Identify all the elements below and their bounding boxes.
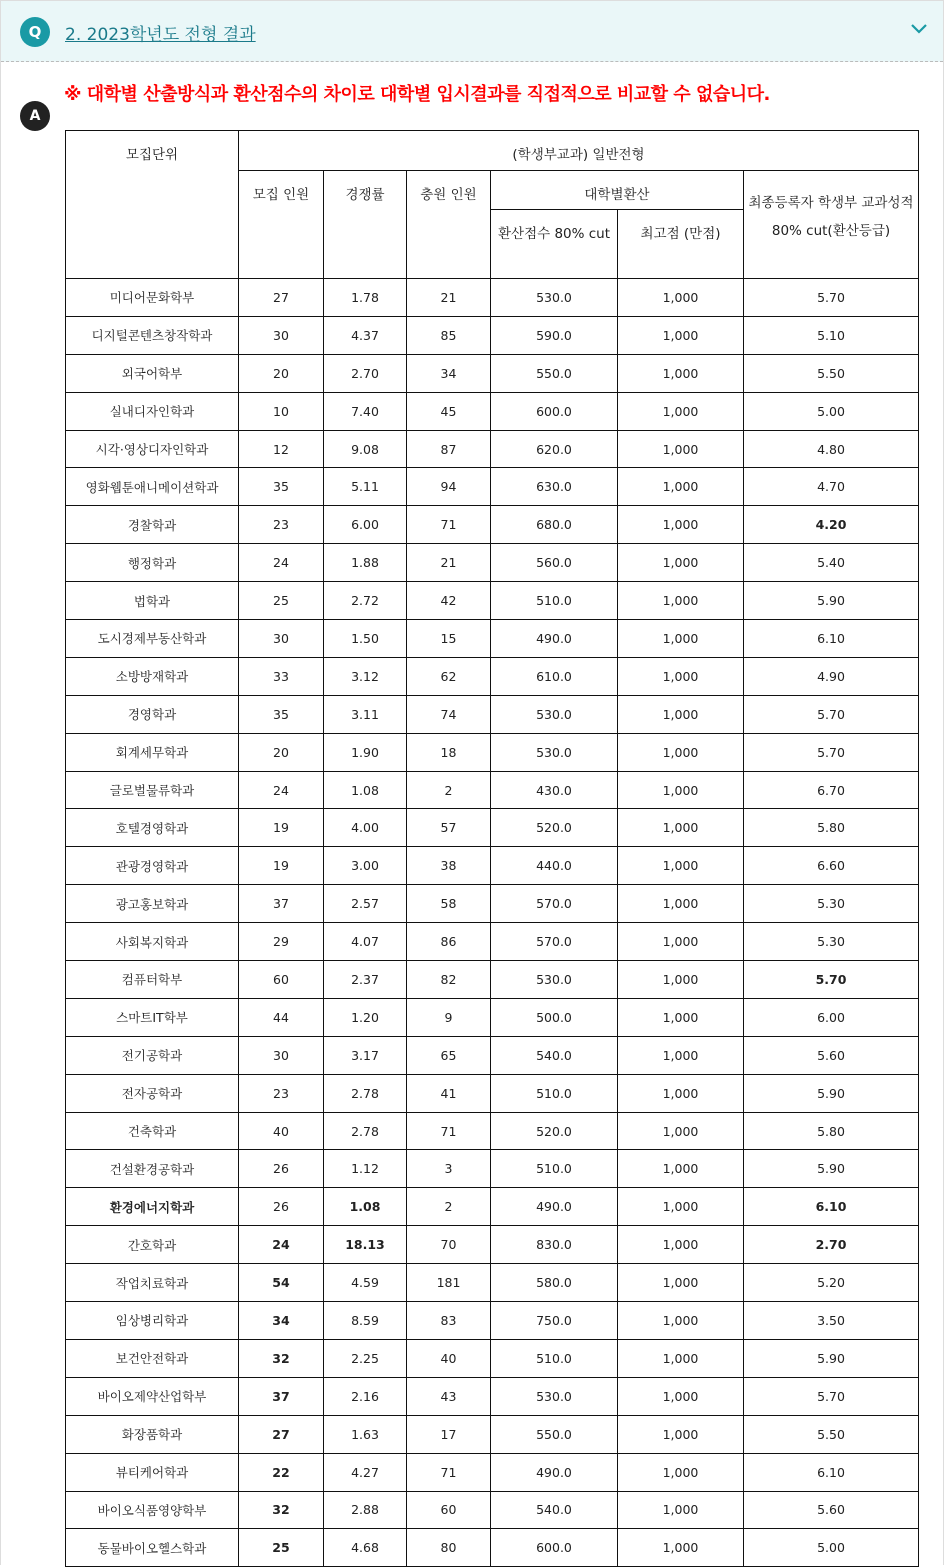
- cell-final: 6.00: [744, 998, 919, 1036]
- cell-final: 5.70: [744, 961, 919, 999]
- cell-max: 1,000: [618, 279, 744, 317]
- cell-max: 1,000: [618, 1264, 744, 1302]
- cell-rate: 4.68: [324, 1529, 407, 1567]
- cell-unit: 바이오식품영양학부: [66, 1491, 239, 1529]
- cell-final: 4.70: [744, 468, 919, 506]
- cell-max: 1,000: [618, 1491, 744, 1529]
- cell-final: 3.50: [744, 1302, 919, 1340]
- cell-recruit: 35: [239, 468, 324, 506]
- header-final: 최종등록자 학생부 교과성적 80% cut(환산등급): [744, 171, 919, 279]
- cell-extra: 34: [407, 354, 491, 392]
- cell-rate: 2.88: [324, 1491, 407, 1529]
- cell-final: 4.90: [744, 657, 919, 695]
- cell-rate: 2.78: [324, 1112, 407, 1150]
- cell-max: 1,000: [618, 961, 744, 999]
- cell-recruit: 33: [239, 657, 324, 695]
- cell-score: 430.0: [491, 771, 618, 809]
- cell-score: 510.0: [491, 1339, 618, 1377]
- header-recruit: 모집 인원: [239, 171, 324, 279]
- cell-unit: 건축학과: [66, 1112, 239, 1150]
- cell-unit: 뷰티케어학과: [66, 1453, 239, 1491]
- cell-recruit: 34: [239, 1302, 324, 1340]
- cell-max: 1,000: [618, 392, 744, 430]
- cell-max: 1,000: [618, 468, 744, 506]
- cell-final: 5.00: [744, 392, 919, 430]
- cell-extra: 80: [407, 1529, 491, 1567]
- cell-max: 1,000: [618, 1339, 744, 1377]
- cell-extra: 71: [407, 1453, 491, 1491]
- cell-rate: 2.16: [324, 1377, 407, 1415]
- cell-unit: 경찰학과: [66, 506, 239, 544]
- cell-unit: 환경에너지학과: [66, 1188, 239, 1226]
- cell-unit: 컴퓨터학부: [66, 961, 239, 999]
- header-score: 환산점수 80% cut: [491, 210, 618, 279]
- cell-recruit: 40: [239, 1112, 324, 1150]
- cell-extra: 74: [407, 695, 491, 733]
- cell-unit: 동물바이오헬스학과: [66, 1529, 239, 1567]
- table-row: [66, 695, 919, 733]
- cell-max: 1,000: [618, 771, 744, 809]
- cell-score: 540.0: [491, 1491, 618, 1529]
- cell-recruit: 24: [239, 544, 324, 582]
- cell-unit: 사회복지학과: [66, 923, 239, 961]
- cell-final: 2.70: [744, 1226, 919, 1264]
- header-group: (학생부교과) 일반전형: [239, 131, 919, 171]
- table-row: [66, 279, 919, 317]
- cell-recruit: 19: [239, 809, 324, 847]
- cell-extra: 70: [407, 1226, 491, 1264]
- cell-score: 580.0: [491, 1264, 618, 1302]
- cell-unit: 소방방재학과: [66, 657, 239, 695]
- cell-rate: 2.72: [324, 582, 407, 620]
- cell-score: 630.0: [491, 468, 618, 506]
- cell-max: 1,000: [618, 847, 744, 885]
- table-row: [66, 1074, 919, 1112]
- cell-extra: 71: [407, 1112, 491, 1150]
- cell-final: 5.50: [744, 1415, 919, 1453]
- cell-final: 5.30: [744, 923, 919, 961]
- cell-unit: 외국어학부: [66, 354, 239, 392]
- cell-recruit: 27: [239, 279, 324, 317]
- header-extra: 충원 인원: [407, 171, 491, 279]
- cell-extra: 3: [407, 1150, 491, 1188]
- cell-rate: 2.57: [324, 885, 407, 923]
- cell-max: 1,000: [618, 695, 744, 733]
- cell-max: 1,000: [618, 1529, 744, 1567]
- cell-final: 6.60: [744, 847, 919, 885]
- cell-score: 620.0: [491, 430, 618, 468]
- cell-recruit: 44: [239, 998, 324, 1036]
- cell-recruit: 12: [239, 430, 324, 468]
- cell-extra: 21: [407, 544, 491, 582]
- cell-score: 550.0: [491, 354, 618, 392]
- cell-recruit: 32: [239, 1491, 324, 1529]
- cell-recruit: 26: [239, 1188, 324, 1226]
- cell-rate: 4.37: [324, 316, 407, 354]
- cell-final: 5.30: [744, 885, 919, 923]
- cell-final: 5.60: [744, 1036, 919, 1074]
- question-badge: Q: [20, 17, 50, 47]
- cell-unit: 전기공학과: [66, 1036, 239, 1074]
- cell-final: 5.80: [744, 1112, 919, 1150]
- cell-final: 5.00: [744, 1529, 919, 1567]
- cell-score: 530.0: [491, 279, 618, 317]
- cell-max: 1,000: [618, 809, 744, 847]
- cell-max: 1,000: [618, 1074, 744, 1112]
- answer-badge: A: [20, 101, 50, 131]
- table-row: [66, 620, 919, 658]
- cell-final: 5.70: [744, 1377, 919, 1415]
- cell-extra: 94: [407, 468, 491, 506]
- cell-score: 510.0: [491, 582, 618, 620]
- cell-score: 490.0: [491, 1188, 618, 1226]
- cell-recruit: 37: [239, 1377, 324, 1415]
- cell-recruit: 30: [239, 1036, 324, 1074]
- cell-unit: 간호학과: [66, 1226, 239, 1264]
- table-row: [66, 923, 919, 961]
- cell-final: 6.70: [744, 771, 919, 809]
- cell-extra: 87: [407, 430, 491, 468]
- cell-final: 5.10: [744, 316, 919, 354]
- header-unit: 모집단위: [66, 131, 239, 279]
- cell-unit: 경영학과: [66, 695, 239, 733]
- cell-rate: 1.90: [324, 733, 407, 771]
- cell-recruit: 24: [239, 771, 324, 809]
- cell-score: 530.0: [491, 961, 618, 999]
- cell-extra: 43: [407, 1377, 491, 1415]
- cell-final: 6.10: [744, 620, 919, 658]
- cell-score: 600.0: [491, 392, 618, 430]
- cell-rate: 6.00: [324, 506, 407, 544]
- cell-final: 5.50: [744, 354, 919, 392]
- table-row: [66, 1453, 919, 1491]
- cell-rate: 4.27: [324, 1453, 407, 1491]
- cell-extra: 21: [407, 279, 491, 317]
- cell-rate: 1.50: [324, 620, 407, 658]
- cell-unit: 호텔경영학과: [66, 809, 239, 847]
- cell-max: 1,000: [618, 1453, 744, 1491]
- cell-unit: 보건안전학과: [66, 1339, 239, 1377]
- cell-score: 680.0: [491, 506, 618, 544]
- cell-max: 1,000: [618, 733, 744, 771]
- cell-recruit: 22: [239, 1453, 324, 1491]
- cell-max: 1,000: [618, 1150, 744, 1188]
- cell-max: 1,000: [618, 1188, 744, 1226]
- cell-unit: 작업치료학과: [66, 1264, 239, 1302]
- cell-recruit: 25: [239, 1529, 324, 1567]
- cell-score: 490.0: [491, 1453, 618, 1491]
- cell-rate: 2.37: [324, 961, 407, 999]
- cell-extra: 62: [407, 657, 491, 695]
- cell-final: 5.80: [744, 809, 919, 847]
- cell-unit: 영화웹툰애니메이션학과: [66, 468, 239, 506]
- cell-recruit: 23: [239, 1074, 324, 1112]
- cell-rate: 4.59: [324, 1264, 407, 1302]
- cell-score: 830.0: [491, 1226, 618, 1264]
- cell-extra: 71: [407, 506, 491, 544]
- cell-final: 5.90: [744, 582, 919, 620]
- table-row: [66, 1529, 919, 1567]
- cell-recruit: 23: [239, 506, 324, 544]
- cell-unit: 바이오제약산업학부: [66, 1377, 239, 1415]
- cell-final: 5.70: [744, 279, 919, 317]
- cell-final: 5.70: [744, 695, 919, 733]
- cell-score: 510.0: [491, 1150, 618, 1188]
- cell-extra: 181: [407, 1264, 491, 1302]
- cell-score: 560.0: [491, 544, 618, 582]
- cell-unit: 법학과: [66, 582, 239, 620]
- cell-rate: 2.70: [324, 354, 407, 392]
- cell-final: 5.90: [744, 1150, 919, 1188]
- table-row: [66, 1226, 919, 1264]
- cell-extra: 86: [407, 923, 491, 961]
- cell-recruit: 26: [239, 1150, 324, 1188]
- cell-extra: 17: [407, 1415, 491, 1453]
- cell-max: 1,000: [618, 620, 744, 658]
- admission-results-table: [65, 130, 919, 1567]
- header-rate: 경쟁률: [324, 171, 407, 279]
- table-row: [66, 1264, 919, 1302]
- cell-unit: 미디어문화학부: [66, 279, 239, 317]
- cell-recruit: 25: [239, 582, 324, 620]
- cell-rate: 1.20: [324, 998, 407, 1036]
- cell-rate: 3.00: [324, 847, 407, 885]
- cell-rate: 7.40: [324, 392, 407, 430]
- cell-max: 1,000: [618, 1226, 744, 1264]
- cell-extra: 82: [407, 961, 491, 999]
- cell-extra: 38: [407, 847, 491, 885]
- cell-extra: 83: [407, 1302, 491, 1340]
- cell-max: 1,000: [618, 1377, 744, 1415]
- cell-extra: 85: [407, 316, 491, 354]
- notice-text: ※ 대학별 산출방식과 환산점수의 차이로 대학별 입시결과를 직접적으로 비교할 수 없습니다.: [64, 84, 770, 105]
- cell-max: 1,000: [618, 998, 744, 1036]
- cell-final: 5.90: [744, 1074, 919, 1112]
- cell-final: 5.60: [744, 1491, 919, 1529]
- cell-rate: 4.00: [324, 809, 407, 847]
- table-row: [66, 1036, 919, 1074]
- cell-extra: 9: [407, 998, 491, 1036]
- cell-rate: 3.11: [324, 695, 407, 733]
- cell-score: 530.0: [491, 695, 618, 733]
- table-row: [66, 582, 919, 620]
- table-row: [66, 1188, 919, 1226]
- cell-recruit: 20: [239, 733, 324, 771]
- cell-max: 1,000: [618, 544, 744, 582]
- cell-max: 1,000: [618, 657, 744, 695]
- cell-max: 1,000: [618, 885, 744, 923]
- cell-final: 5.20: [744, 1264, 919, 1302]
- cell-unit: 화장품학과: [66, 1415, 239, 1453]
- cell-score: 540.0: [491, 1036, 618, 1074]
- table-row: [66, 885, 919, 923]
- cell-recruit: 10: [239, 392, 324, 430]
- cell-recruit: 37: [239, 885, 324, 923]
- cell-score: 570.0: [491, 885, 618, 923]
- table-row: [66, 1302, 919, 1340]
- cell-final: 5.40: [744, 544, 919, 582]
- cell-rate: 1.63: [324, 1415, 407, 1453]
- cell-max: 1,000: [618, 354, 744, 392]
- cell-max: 1,000: [618, 1415, 744, 1453]
- cell-unit: 스마트IT학부: [66, 998, 239, 1036]
- header-max: 최고점 (만점): [618, 210, 744, 279]
- table-row: [66, 506, 919, 544]
- cell-unit: 도시경제부동산학과: [66, 620, 239, 658]
- cell-unit: 회계세무학과: [66, 733, 239, 771]
- cell-max: 1,000: [618, 1302, 744, 1340]
- cell-extra: 57: [407, 809, 491, 847]
- cell-max: 1,000: [618, 316, 744, 354]
- cell-rate: 3.17: [324, 1036, 407, 1074]
- cell-max: 1,000: [618, 506, 744, 544]
- table-row: [66, 354, 919, 392]
- cell-extra: 18: [407, 733, 491, 771]
- cell-recruit: 30: [239, 620, 324, 658]
- cell-final: 5.90: [744, 1339, 919, 1377]
- cell-max: 1,000: [618, 1112, 744, 1150]
- table-row: [66, 430, 919, 468]
- cell-rate: 5.11: [324, 468, 407, 506]
- cell-rate: 4.07: [324, 923, 407, 961]
- table-row: [66, 809, 919, 847]
- table-row: [66, 1112, 919, 1150]
- cell-recruit: 35: [239, 695, 324, 733]
- cell-extra: 15: [407, 620, 491, 658]
- table-row: [66, 1150, 919, 1188]
- cell-final: 4.20: [744, 506, 919, 544]
- cell-unit: 행정학과: [66, 544, 239, 582]
- cell-max: 1,000: [618, 923, 744, 961]
- cell-score: 500.0: [491, 998, 618, 1036]
- cell-recruit: 30: [239, 316, 324, 354]
- cell-recruit: 24: [239, 1226, 324, 1264]
- header-conv: 대학별환산: [491, 171, 744, 210]
- cell-max: 1,000: [618, 430, 744, 468]
- cell-recruit: 60: [239, 961, 324, 999]
- cell-final: 6.10: [744, 1453, 919, 1491]
- cell-score: 490.0: [491, 620, 618, 658]
- cell-score: 510.0: [491, 1074, 618, 1112]
- table-row: [66, 771, 919, 809]
- cell-recruit: 27: [239, 1415, 324, 1453]
- cell-unit: 글로벌물류학과: [66, 771, 239, 809]
- cell-unit: 전자공학과: [66, 1074, 239, 1112]
- cell-extra: 65: [407, 1036, 491, 1074]
- chevron-down-icon[interactable]: [909, 19, 929, 39]
- table-row: [66, 1377, 919, 1415]
- cell-rate: 9.08: [324, 430, 407, 468]
- cell-rate: 1.88: [324, 544, 407, 582]
- table-row: [66, 468, 919, 506]
- cell-rate: 8.59: [324, 1302, 407, 1340]
- cell-extra: 45: [407, 392, 491, 430]
- cell-score: 600.0: [491, 1529, 618, 1567]
- cell-recruit: 32: [239, 1339, 324, 1377]
- table-row: [66, 961, 919, 999]
- cell-unit: 건설환경공학과: [66, 1150, 239, 1188]
- table-row: [66, 733, 919, 771]
- cell-unit: 시각·영상디자인학과: [66, 430, 239, 468]
- cell-recruit: 29: [239, 923, 324, 961]
- cell-extra: 2: [407, 1188, 491, 1226]
- cell-score: 750.0: [491, 1302, 618, 1340]
- table-row: [66, 544, 919, 582]
- cell-final: 5.70: [744, 733, 919, 771]
- table-row: [66, 998, 919, 1036]
- cell-max: 1,000: [618, 582, 744, 620]
- table-row: [66, 392, 919, 430]
- table-row: [66, 1415, 919, 1453]
- cell-extra: 58: [407, 885, 491, 923]
- cell-score: 590.0: [491, 316, 618, 354]
- cell-rate: 1.12: [324, 1150, 407, 1188]
- table-row: [66, 657, 919, 695]
- cell-score: 530.0: [491, 1377, 618, 1415]
- table-row: [66, 316, 919, 354]
- cell-rate: 2.78: [324, 1074, 407, 1112]
- cell-extra: 2: [407, 771, 491, 809]
- cell-rate: 2.25: [324, 1339, 407, 1377]
- cell-rate: 3.12: [324, 657, 407, 695]
- table-row: [66, 847, 919, 885]
- cell-final: 6.10: [744, 1188, 919, 1226]
- table-row: [66, 1491, 919, 1529]
- table-row: [66, 1339, 919, 1377]
- cell-extra: 41: [407, 1074, 491, 1112]
- cell-extra: 42: [407, 582, 491, 620]
- cell-score: 570.0: [491, 923, 618, 961]
- cell-score: 520.0: [491, 1112, 618, 1150]
- cell-score: 440.0: [491, 847, 618, 885]
- cell-rate: 1.78: [324, 279, 407, 317]
- cell-recruit: 19: [239, 847, 324, 885]
- cell-unit: 디지털콘텐츠창작학과: [66, 316, 239, 354]
- cell-rate: 1.08: [324, 771, 407, 809]
- cell-extra: 60: [407, 1491, 491, 1529]
- cell-rate: 1.08: [324, 1188, 407, 1226]
- cell-score: 610.0: [491, 657, 618, 695]
- cell-max: 1,000: [618, 1036, 744, 1074]
- cell-final: 4.80: [744, 430, 919, 468]
- cell-score: 530.0: [491, 733, 618, 771]
- cell-score: 520.0: [491, 809, 618, 847]
- question-header[interactable]: [1, 0, 943, 62]
- cell-unit: 실내디자인학과: [66, 392, 239, 430]
- cell-unit: 임상병리학과: [66, 1302, 239, 1340]
- cell-recruit: 20: [239, 354, 324, 392]
- cell-unit: 관광경영학과: [66, 847, 239, 885]
- question-title-link[interactable]: 2. 2023학년도 전형 결과: [65, 25, 256, 45]
- cell-extra: 40: [407, 1339, 491, 1377]
- cell-recruit: 54: [239, 1264, 324, 1302]
- cell-score: 550.0: [491, 1415, 618, 1453]
- cell-rate: 18.13: [324, 1226, 407, 1264]
- cell-unit: 광고홍보학과: [66, 885, 239, 923]
